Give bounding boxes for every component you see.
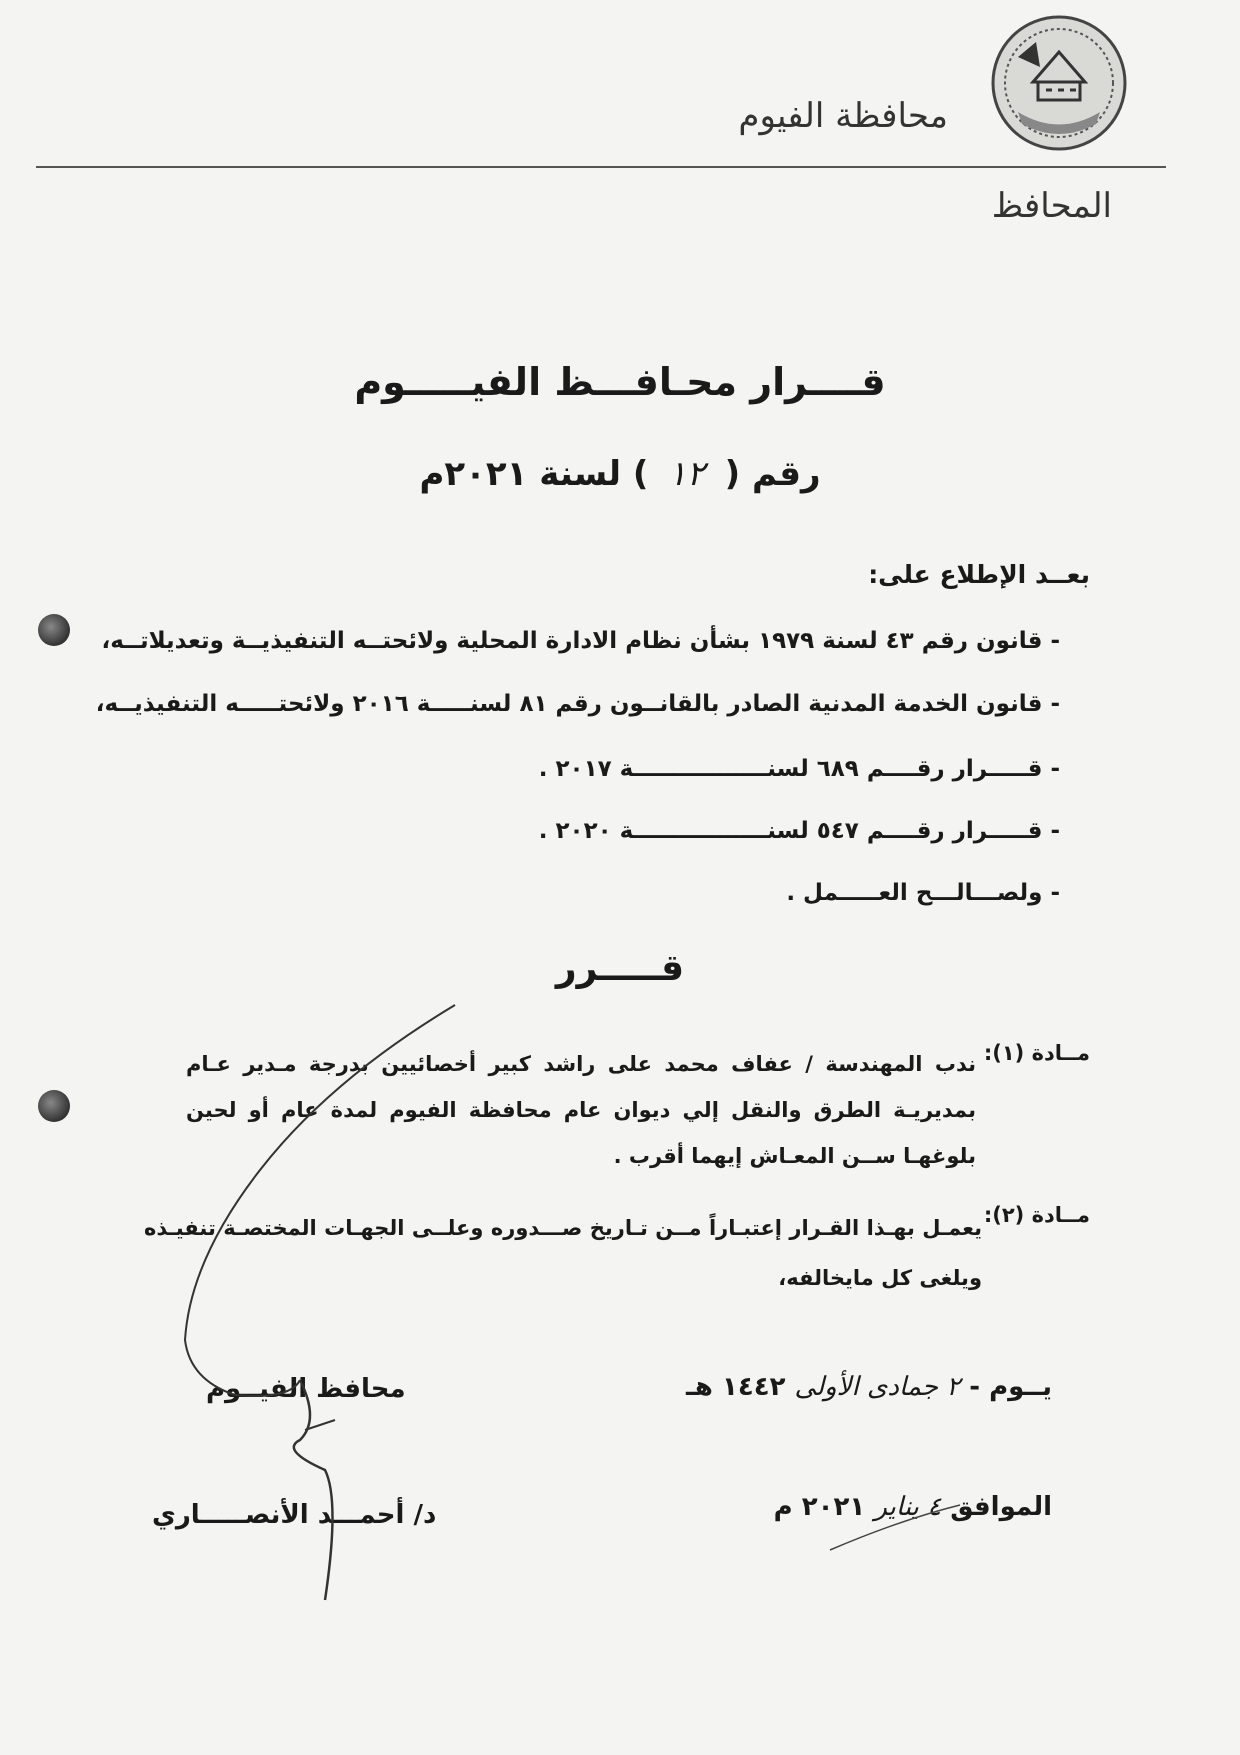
header-role: المحافظ (991, 186, 1112, 226)
date-greg-handwritten: ٤ يناير (874, 1492, 942, 1522)
article-2-head: مــادة (٢): (983, 1203, 1090, 1227)
punch-hole (38, 614, 70, 646)
date-greg-year: ٢٠٢١ م (773, 1492, 866, 1522)
signature-name: د/ أحمـــد الأنصـــــاري (152, 1500, 437, 1530)
decided-heading: قـــــرر (555, 948, 685, 989)
decree-title: قــــرار محـافـــظ الفيـــــوم (354, 360, 886, 404)
reference-item: - قـــــرار رقــــم ٥٤٧ لسنـــــــــــــــــة ٢٠٢٠ . (538, 818, 1060, 844)
article-2-text: يعمـل بهـذا القـرار إعتبـاراً مــن تـاريخ صـــدوره وعلــى الجهـات المختصـة تنفيـذه ويلغى كل مايخالفه، (144, 1216, 982, 1290)
preamble-intro: بعــد الإطلاع على: (868, 560, 1090, 589)
reference-item: - قانون الخدمة المدنية الصادر بالقانــون رقم ٨١ لسنـــــة ٢٠١٦ ولائحتـــــه التنفيذيــه، (95, 691, 1060, 717)
decree-number-suffix: ) لسنة ٢٠٢١م (419, 454, 649, 494)
date-hijri (686, 1372, 1052, 1402)
header-org-name: محافظة الفيوم (738, 96, 948, 136)
date-greg-prefix: الموافق (950, 1492, 1052, 1522)
article-1-head: مــادة (١): (983, 1041, 1090, 1065)
date-gregorian (774, 1492, 1052, 1522)
date-hijri-prefix: يــوم - (969, 1372, 1052, 1402)
signature-role: محافظ الفيــوم (206, 1374, 406, 1404)
decree-number-prefix: رقم ( (724, 454, 821, 494)
governorate-seal-icon (988, 12, 1130, 154)
date-hijri-year: ١٤٤٢ هـ (686, 1372, 786, 1402)
article-1-text: ندب المهندسة / عفاف محمد على راشد كبير أخصائيين بدرجة مـدير عـام بمديريـة الطرق والنقل إلي ديوان عام محافظة الفيوم لمدة عام أو لحين بلوغهـا ســن المعـاش إيهما أقرب . (186, 1052, 976, 1168)
punch-hole (38, 1090, 70, 1122)
reference-item: - قانون رقم ٤٣ لسنة ١٩٧٩ بشأن نظام الادارة المحلية ولائحتــه التنفيذيــة وتعديلاتــه، (101, 628, 1060, 654)
decree-number (0, 454, 1240, 494)
reference-item: - ولصـــالـــح العـــــمل . (786, 880, 1060, 906)
reference-item: - قـــــرار رقــــم ٦٨٩ لسنـــــــــــــــــة ٢٠١٧ . (538, 756, 1060, 782)
header-divider (36, 166, 1166, 168)
decree-number-value: ١٢ (668, 454, 705, 494)
date-hijri-handwritten: ٢ جمادى الأولى (794, 1372, 961, 1402)
